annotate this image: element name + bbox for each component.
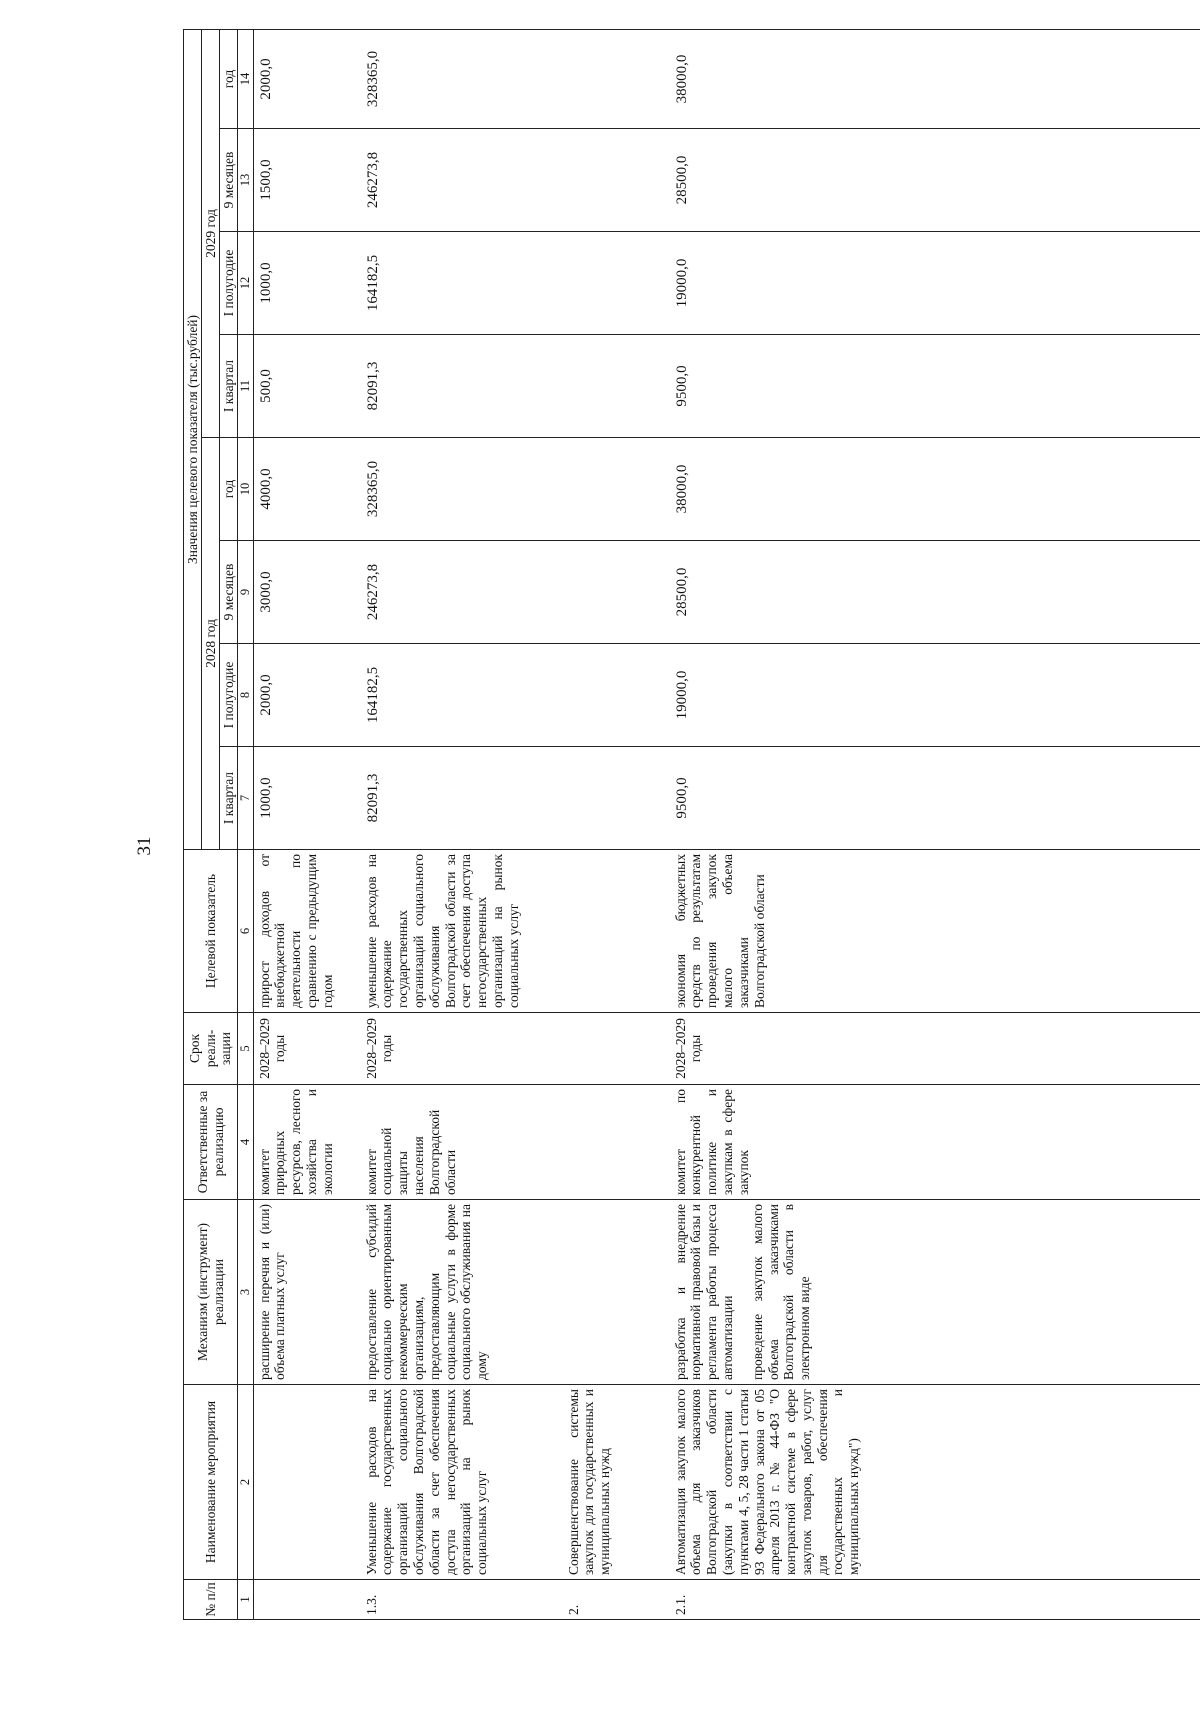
value-cell [563,644,670,747]
value-cell: 1500,0 [253,129,361,232]
value-cell: 1000,0 [253,232,361,335]
col-number: 6 [238,850,254,1013]
mechanism-text: расширение перечня и (или) объема платных услуг [256,1204,288,1380]
row-responsible: комитет социальной защиты населения Волгоградской области [361,1085,563,1200]
row-mechanism [563,1200,670,1385]
value-cell [563,29,670,128]
value-cell: 28500,0 [670,541,1200,644]
row-indicator: экономия бюджетных средств по результатам проведения закупок малого объема заказчиками Волгоградской области [670,850,1200,1013]
row-name: Автоматизация закупок малого объема для заказчиков Волгоградской области (закупки в соответствии с пунктами 4, 5, 28 части 1 статьи 93 Федерального закона от 05 апреля 2013 г. № 44-ФЗ "О контрактной системе в сфере закупок товаров, работ, услуг для обеспечения государственных и муниципальных нужд") [670,1385,1200,1580]
value-cell: 3000,0 [253,541,361,644]
header-indicator: Целевой показатель [184,850,238,1013]
header-9m-2028: 9 месяцев [220,541,238,644]
row-responsible: комитет природных ресурсов, лесного хозяйства и экологии [253,1085,361,1200]
value-cell: 9500,0 [670,747,1200,850]
mechanism-text: разработка и внедрение нормативной правовой базы и регламента работы процесса автоматизации [672,1204,735,1380]
value-cell: 82091,3 [361,335,563,438]
header-year-total-2029: год [220,29,238,128]
value-cell [563,335,670,438]
row-term: 2028–2029 годы [670,1013,1200,1085]
value-cell: 38000,0 [670,438,1200,541]
header-term: Срок реали-зации [184,1013,238,1085]
mechanism-text-2: проведение закупок малого объема заказчиками Волгоградской области в электронном виде [749,1204,813,1380]
page-number: 31 [134,836,155,856]
row-name: Уменьшение расходов на содержание государственных организаций социального обслуживания Волгоградской области за счет обеспечения доступа негосударственных организаций на рынок социальных услуг [361,1385,563,1580]
value-cell: 328365,0 [361,438,563,541]
row-name: Совершенствование системы закупок для государственных и муниципальных нужд [563,1385,670,1580]
row-number: 2. [563,1580,670,1620]
value-cell: 500,0 [253,335,361,438]
value-cell [563,129,670,232]
value-cell: 28500,0 [670,129,1200,232]
header-num: № п/п [184,1580,238,1620]
value-cell: 2000,0 [253,644,361,747]
row-term: 2028–2029 годы [253,1013,361,1085]
col-number: 4 [238,1085,254,1200]
row-mechanism [253,1200,361,1385]
table-row [670,29,1200,1619]
value-cell: 19000,0 [670,644,1200,747]
col-number: 7 [238,747,254,850]
header-values-group: Значения целевого показателя (тыс.рублей) [184,29,202,849]
col-number: 9 [238,541,254,644]
row-indicator [563,850,670,1013]
value-cell [563,541,670,644]
header-9m-2029: 9 месяцев [220,129,238,232]
header-h1-2028: I полугодие [220,644,238,747]
value-cell [563,747,670,850]
value-cell: 38000,0 [670,29,1200,128]
table-row [563,29,670,1619]
row-term: 2028–2029 годы [361,1013,563,1085]
header-q1-2028: I квартал [220,747,238,850]
value-cell: 164182,5 [361,644,563,747]
row-term [563,1013,670,1085]
row-number: 1.3. [361,1580,563,1620]
value-cell: 82091,3 [361,747,563,850]
value-cell: 328365,0 [361,29,563,128]
value-cell [563,232,670,335]
col-number: 11 [238,335,254,438]
row-mechanism [670,1200,1200,1385]
row-indicator: прирост доходов от внебюджетной деятельности по сравнению с предыдущим годом [253,850,361,1013]
value-cell: 1000,0 [253,747,361,850]
header-mechanism: Механизм (инструмент) реализации [184,1200,238,1385]
row-number: 2.1. [670,1580,1200,1620]
value-cell: 9500,0 [670,335,1200,438]
header-responsible: Ответственные за реализацию [184,1085,238,1200]
indicators-table [183,29,1200,1620]
value-cell: 4000,0 [253,438,361,541]
row-mechanism [361,1200,563,1385]
header-q1-2029: I квартал [220,335,238,438]
value-cell: 2000,0 [253,29,361,128]
row-responsible [563,1085,670,1200]
row-responsible: комитет по конкурентной политике и закупкам в сфере закупок [670,1085,1200,1200]
rotated-table-container [183,30,1200,1620]
value-cell: 19000,0 [670,232,1200,335]
row-indicator: уменьшение расходов на содержание государственных организаций социального обслуживания Волгоградской области за счет обеспечения доступа негосударственных организаций на рынок социальных услуг [361,850,563,1013]
table-row [361,29,563,1619]
value-cell: 164182,5 [361,232,563,335]
value-cell: 246273,8 [361,129,563,232]
col-number: 13 [238,129,254,232]
mechanism-text: предоставление субсидий социально ориентированным некоммерческим организациям, предоставляющим социальные услуги в форме социального обслуживания на дому [363,1204,490,1380]
col-number: 12 [238,232,254,335]
header-name: Наименование мероприятия [184,1385,238,1580]
row-name [253,1385,361,1580]
col-number: 3 [238,1200,254,1385]
table-row [253,29,361,1619]
header-year-total-2028: год [220,438,238,541]
col-number: 2 [238,1385,254,1580]
col-number: 14 [238,29,254,128]
col-number: 5 [238,1013,254,1085]
col-number: 10 [238,438,254,541]
value-cell [563,438,670,541]
value-cell: 246273,8 [361,541,563,644]
header-year-2028: 2028 год [202,438,220,850]
col-number: 8 [238,644,254,747]
header-h1-2029: I полугодие [220,232,238,335]
col-number: 1 [238,1580,254,1620]
header-year-2029: 2029 год [202,29,220,437]
row-number [253,1580,361,1620]
